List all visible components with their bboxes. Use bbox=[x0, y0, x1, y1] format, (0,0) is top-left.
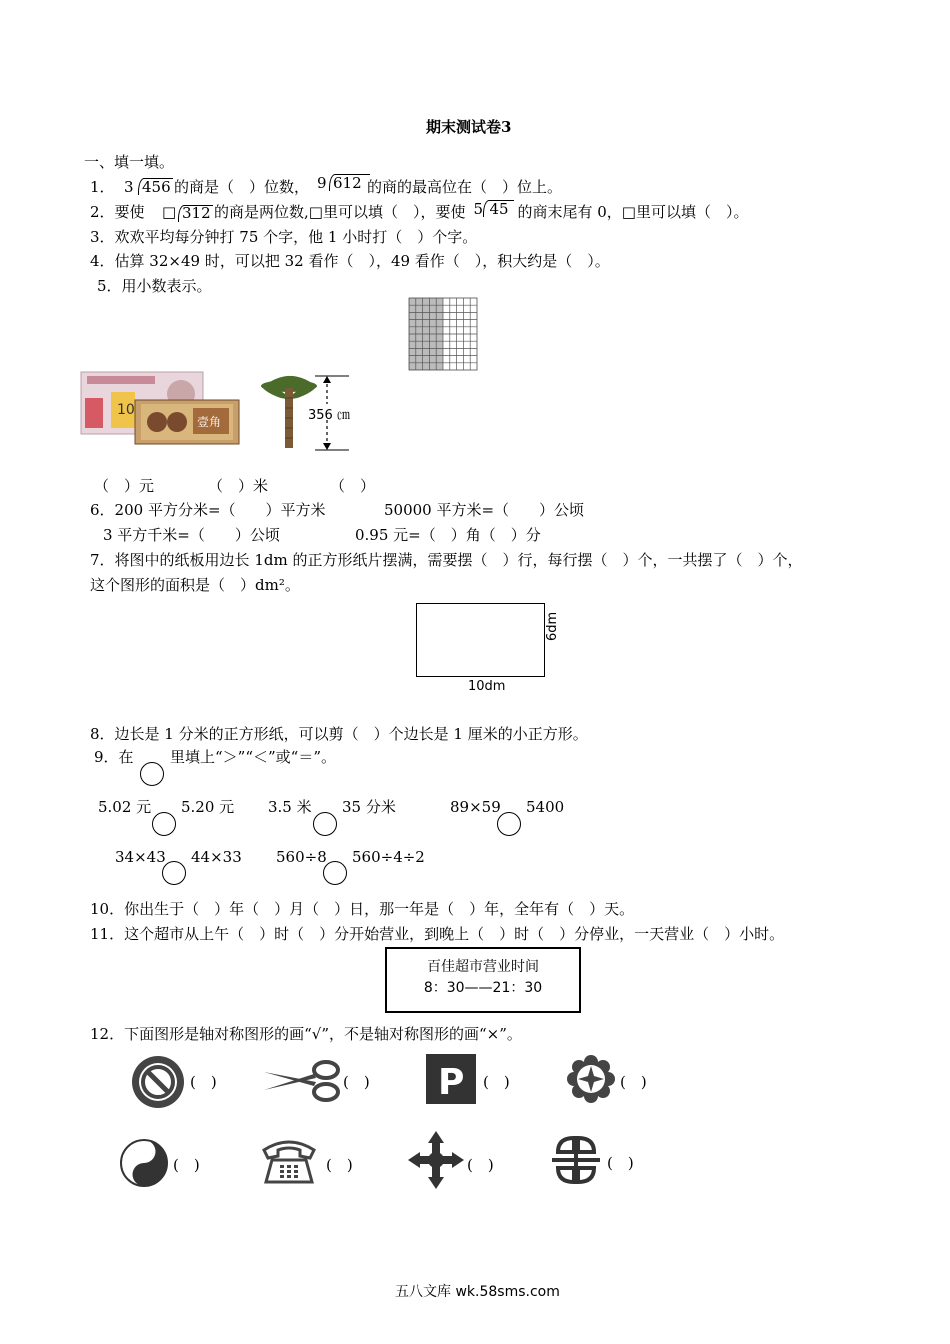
question-11: 11．这个超市从上午（ ）时（ ）分开始营业，到晚上（ ）时（ ）分停业，一天营业（ ）小时。 bbox=[90, 925, 785, 943]
compare-item: 5.02 元 bbox=[98, 798, 152, 816]
rectangle-height-label: 6dm bbox=[545, 611, 560, 641]
question-12: 12．下面图形是轴对称图形的画“√”，不是轴对称图形的画“×”。 bbox=[90, 1025, 522, 1043]
answer-paren[interactable]: ( ) bbox=[190, 1073, 217, 1091]
compare-item: 44×33 bbox=[191, 848, 242, 866]
q2-box: □ bbox=[162, 203, 177, 221]
question-2 bbox=[90, 202, 850, 224]
q1-text-1: 的商是（ ）位数， bbox=[174, 178, 310, 196]
yin-yang-icon bbox=[119, 1138, 169, 1188]
answer-circle[interactable] bbox=[497, 812, 521, 836]
flower-star-icon bbox=[566, 1054, 616, 1104]
section-heading: 一、填一填。 bbox=[84, 153, 175, 171]
answer-paren[interactable]: ( ) bbox=[607, 1154, 634, 1172]
answer-circle[interactable] bbox=[152, 812, 176, 836]
svg-text:P: P bbox=[438, 1062, 465, 1103]
question-6c: 3 平方千米=（ ）公顷 bbox=[103, 526, 280, 544]
question-5: 5．用小数表示。 bbox=[97, 277, 212, 295]
q1-number: 1． bbox=[90, 178, 115, 196]
question-3: 3．欢欢平均每分钟打 75 个字，他 1 小时打（ ）个字。 bbox=[90, 228, 478, 246]
telephone-icon bbox=[260, 1136, 318, 1186]
q5-answer-grid: （ ） bbox=[330, 477, 376, 495]
tree-height-label: 356 ㎝ bbox=[308, 408, 350, 423]
q5-answer-tree: （ ）米 bbox=[208, 477, 269, 495]
page-title: 期末测试卷3 bbox=[426, 118, 512, 136]
four-arrows-icon bbox=[408, 1131, 464, 1189]
question-6d: 0.95 元=（ ）角（ ）分 bbox=[355, 526, 541, 544]
no-entry-icon bbox=[130, 1054, 186, 1110]
compare-item: 3.5 米 bbox=[268, 798, 312, 816]
svg-text:壹角: 壹角 bbox=[197, 415, 222, 429]
answer-paren[interactable]: ( ) bbox=[467, 1156, 494, 1174]
answer-circle[interactable] bbox=[162, 861, 186, 885]
compare-item: 35 分米 bbox=[342, 798, 396, 816]
question-8: 8．边长是 1 分米的正方形纸，可以剪（ ）个边长是 1 厘米的小正方形。 bbox=[90, 725, 588, 743]
svg-text:10: 10 bbox=[117, 402, 135, 418]
banknotes-image bbox=[81, 372, 239, 444]
q2-dividend-1: 312 bbox=[182, 204, 211, 222]
answer-circle[interactable] bbox=[323, 861, 347, 885]
q1-divisor-2: 9 bbox=[317, 174, 327, 192]
rectangle-width-label: 10dm bbox=[468, 679, 506, 694]
knot-pattern-icon bbox=[550, 1134, 602, 1186]
parking-icon bbox=[426, 1054, 476, 1104]
question-6a: 6．200 平方分米=（ ）平方米 bbox=[90, 501, 326, 519]
compare-item: 560÷8 bbox=[276, 848, 327, 866]
answer-circle[interactable] bbox=[313, 812, 337, 836]
q2-prefix: 2．要使 bbox=[90, 203, 145, 221]
answer-paren[interactable]: ( ) bbox=[620, 1073, 647, 1091]
compare-item: 5400 bbox=[526, 798, 565, 816]
compare-item: 5.20 元 bbox=[181, 798, 235, 816]
answer-paren[interactable]: ( ) bbox=[483, 1073, 510, 1091]
store-hours-sign bbox=[385, 947, 581, 1013]
q1-text-2: 的商的最高位在（ ）位上。 bbox=[367, 178, 563, 196]
sign-title: 百佳超市营业时间 bbox=[427, 959, 539, 975]
q2-dividend-2: 45 bbox=[489, 200, 509, 218]
question-7-line1: 7．将图中的纸板用边长 1dm 的正方形纸片摆满，需要摆（ ）行，每行摆（ ）个，一共摆了（ ）个， bbox=[90, 551, 803, 569]
scissors-icon bbox=[262, 1060, 342, 1102]
compare-item: 34×43 bbox=[115, 848, 166, 866]
compare-item: 560÷4÷2 bbox=[352, 848, 425, 866]
q1-dividend-2: 612 bbox=[333, 174, 362, 192]
q1-divisor-1: 3 bbox=[124, 178, 134, 196]
question-1 bbox=[90, 174, 850, 199]
answer-paren[interactable]: ( ) bbox=[326, 1156, 353, 1174]
decimal-grid-figure bbox=[409, 298, 477, 370]
q5-answer-money: （ ）元 bbox=[94, 477, 155, 495]
question-6b: 50000 平方米=（ ）公顷 bbox=[384, 501, 585, 519]
q2-text-2: 的商末尾有 0，□里可以填（ ）。 bbox=[517, 203, 749, 221]
answer-paren[interactable]: ( ) bbox=[343, 1073, 370, 1091]
question-7-line2: 这个图形的面积是（ ）dm²。 bbox=[90, 576, 300, 594]
footer-watermark: 五八文库 wk.58sms.com bbox=[395, 1284, 560, 1300]
question-9-intro-b: 里填上“＞”“＜”或“＝”。 bbox=[170, 748, 337, 766]
question-10: 10．你出生于（ ）年（ ）月（ ）日，那一年是（ ）年，全年有（ ）天。 bbox=[90, 900, 635, 918]
cardboard-rectangle bbox=[416, 603, 545, 677]
answer-circle-example[interactable] bbox=[140, 762, 164, 786]
answer-paren[interactable]: ( ) bbox=[173, 1156, 200, 1174]
compare-item: 89×59 bbox=[450, 798, 501, 816]
q2-divisor-2: 5 bbox=[473, 200, 483, 218]
sign-time: 8：30——21：30 bbox=[423, 980, 543, 996]
question-9-intro-a: 9．在 bbox=[94, 748, 134, 766]
q1-dividend-1: 456 bbox=[142, 178, 171, 196]
q2-text-1: 的商是两位数,□里可以填（ ），要使 bbox=[214, 203, 466, 221]
question-4: 4．估算 32×49 时，可以把 32 看作（ ），49 看作（ ），积大约是（ ）。 bbox=[90, 252, 610, 270]
